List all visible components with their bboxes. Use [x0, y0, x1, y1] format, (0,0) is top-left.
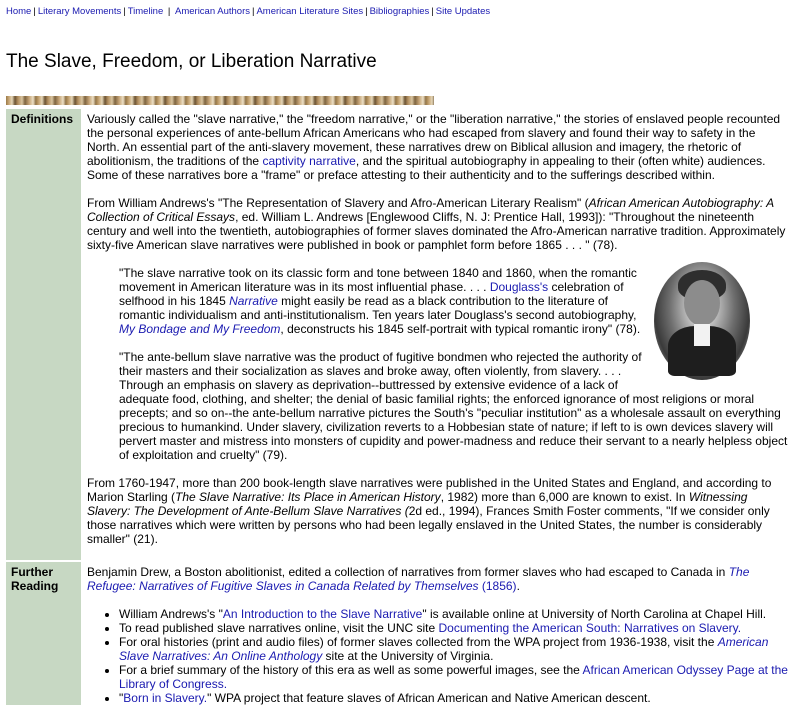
captivity-narrative-link[interactable]: captivity narrative [262, 154, 356, 168]
list-item [119, 663, 788, 691]
text-span: , and the spiritual autobiography in appealing to their (often white) audiences. Some of these narratives bore a "frame" or preface attesting to their authenticity and to the sufferings described within. [87, 154, 766, 182]
portrait-face [684, 280, 720, 326]
nav-separator: | [365, 6, 368, 17]
my-bondage-link[interactable]: My Bondage and My Freedom [119, 322, 281, 336]
text-span: " [119, 691, 124, 705]
nav-separator: | [165, 6, 173, 17]
definitions-paragraph-3 [87, 476, 788, 546]
further-reading-label: Further Reading [6, 562, 81, 705]
text-span: Variously called the "slave narrative," the "freedom narrative," or the "liberation narrative," the stories of enslaved people recounted the personal experiences of ante-bellum African Americans who had escaped from slavery and found their way to safety in the North. An essential part of the anti-slavery movement, these narratives drew on Biblical allusion and imagery, the rhetoric of abolitionism, the traditions of the [87, 112, 781, 168]
nav-link-site-updates[interactable]: Site Updates [435, 6, 491, 17]
text-span: site at the University of Virginia. [322, 649, 494, 663]
quote-paragraph-2: "The ante-bellum slave narrative was the product of fugitive bondmen who rejected the authority of their masters and their socialization as slaves and broke away, often violently, from slavery. . . . Through an emphasis on slavery as deprivation--buttressed by extensive evidence of a lack of adequate food, clothing, and shelter; the denial of basic familial rights; the enforced ignorance of most religions or moral precepts; and so on--the ante-bellum narrative pictures the South's "peculiar institution" as a wholesale assault on everything precious to humankind. Under slavery, civilization reverts to a Hobbesian state of nature; if left to is own devices slavery will pervert master and mistress into monsters of cupidity and power-madness and reduce their servant to a nearly helpless object of exploitation and cruelty" (79). [119, 350, 788, 462]
text-span: . [516, 579, 520, 593]
text-span: " WPA project that feature slaves of African American and Native American descent. [207, 691, 651, 705]
nav-separator: | [431, 6, 434, 17]
text-span: , ed. William L. Andrews [Englewood Cliffs, N. J: Prentice Hall, 1993]): "Throughout the nineteenth century and well into the twentieth, autobiographies of former slaves dominated the Afro-American narrative tradition. Approximately sixty-five American slave narratives were published in book or pamphlet form before 1865 . . . " (78). [87, 210, 786, 252]
definitions-label: Definitions [6, 109, 81, 560]
nav-link-american-literature-sites[interactable]: American Literature Sites [256, 6, 364, 17]
further-reading-list [87, 607, 788, 705]
slave-narratives-anthology-link[interactable]: American Slave Narratives: An Online Anthology [119, 635, 769, 663]
book-title: The Slave Narrative: Its Place in American History [175, 490, 441, 504]
decorative-banner-bar [6, 96, 434, 105]
portrait-collar [694, 324, 710, 346]
link-text[interactable]: (1856) [478, 579, 517, 593]
documenting-south-link[interactable]: Documenting the American South: Narratives on Slavery. [438, 621, 742, 635]
page-title: The Slave, Freedom, or Liberation Narrative [6, 51, 377, 72]
african-american-odyssey-link[interactable]: African American Odyssey Page at the Library of Congress. [119, 663, 788, 691]
text-span: For oral histories (print and audio files) of former slaves collected from the WPA project from 1936-1938, visit the [119, 635, 718, 649]
text-span: Benjamin Drew, a Boston abolitionist, edited a collection of narratives from former slaves who had escaped to Canada in [87, 565, 729, 579]
nav-link-bibliographies[interactable]: Bibliographies [369, 6, 430, 17]
text-span: "The slave narrative took on its classic form and tone between 1840 and 1860, when the romantic movement in American literature was in its most influential phase. . . . [119, 266, 637, 294]
list-item [119, 691, 788, 705]
nav-separator: | [251, 6, 255, 17]
block-quote [119, 266, 788, 462]
top-navigation [6, 6, 490, 18]
list-item [119, 607, 788, 621]
narrative-link[interactable]: Narrative [229, 294, 278, 308]
text-span: , 1982) more than 6,000 are known to exist. In [440, 490, 689, 504]
text-span: " is available online at University of North Carolina at Chapel Hill. [422, 607, 767, 621]
book-title: Witnessing Slavery: The Development of Ante-Bellum Slave Narratives ( [87, 490, 748, 518]
list-item [119, 621, 788, 635]
text-span: celebration of selfhood in his 1845 [119, 280, 624, 308]
nav-link-american-authors[interactable]: American Authors [175, 6, 250, 17]
text-span: For a brief summary of the history of this era as well as some powerful images, see the [119, 663, 583, 677]
nav-separator: | [33, 6, 36, 17]
link-text[interactable]: The Refugee: Narratives of Fugitive Slaves in Canada Related by Themselves [87, 565, 750, 593]
definitions-paragraph-1 [87, 112, 788, 182]
further-reading-row [6, 562, 788, 705]
douglass-link[interactable]: Douglass's [489, 280, 549, 294]
douglass-portrait-image [654, 262, 750, 380]
born-in-slavery-link[interactable]: Born in Slavery. [123, 691, 208, 705]
definitions-paragraph-2 [87, 196, 788, 252]
text-span: From 1760-1947, more than 200 book-length slave narratives were published in the United States and England, and according to Marion Starling ( [87, 476, 772, 504]
text-span: , deconstructs his 1845 self-portrait with typical romantic irony" (78). [280, 322, 641, 336]
text-span: William Andrews's " [119, 607, 223, 621]
intro-slave-narrative-link[interactable]: An Introduction to the Slave Narrative [222, 607, 423, 621]
book-title: African American Autobiography: A Collection of Critical Essays [87, 196, 774, 224]
nav-link-timeline[interactable]: Timeline [127, 6, 164, 17]
text-span: might easily be read as a black contribution to the literature of romantic individualism and anti-institutionalism. Ten years later Douglass's second autobiography, [119, 294, 637, 322]
content-table [6, 107, 788, 707]
nav-separator: | [123, 6, 126, 17]
text-span: To read published slave narratives online, visit the UNC site [119, 621, 439, 635]
further-reading-intro [87, 565, 788, 593]
nav-link-literary-movements[interactable]: Literary Movements [37, 6, 122, 17]
list-item [119, 635, 788, 663]
nav-link-home[interactable]: Home [6, 6, 32, 17]
definitions-row [6, 109, 788, 560]
text-span: 2d ed., 1994), Frances Smith Foster comments, "If we consider only those narratives which were written by persons who had been legally enslaved in the United States, the number is considerably smaller" (21). [87, 504, 770, 546]
text-span: From William Andrews's "The Representation of Slavery and Afro-American Literary Realism" ( [87, 196, 589, 210]
further-reading-content [81, 562, 788, 705]
definitions-content [81, 109, 788, 560]
